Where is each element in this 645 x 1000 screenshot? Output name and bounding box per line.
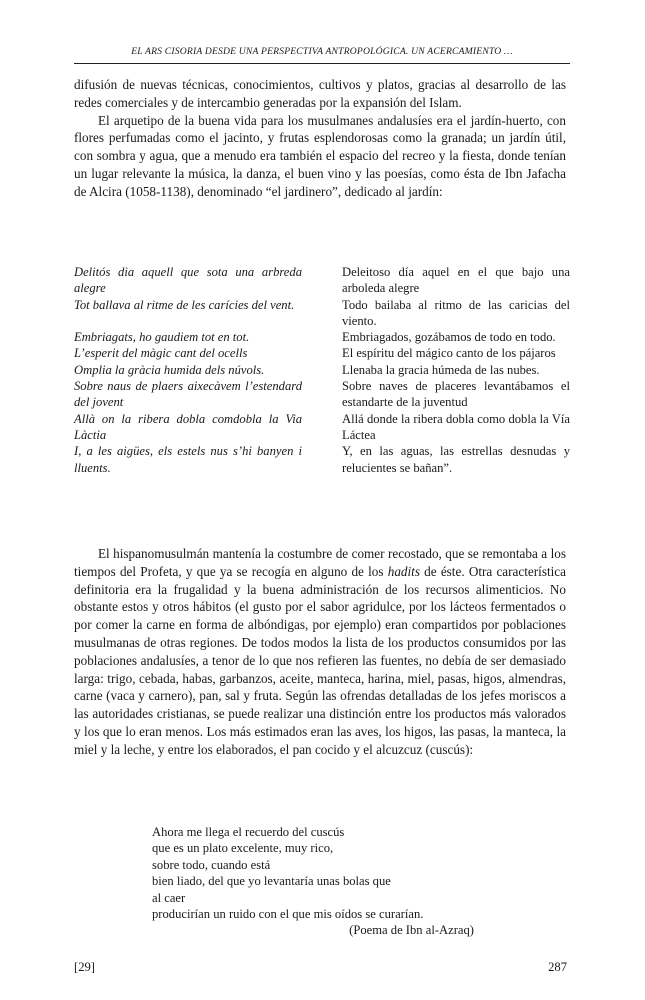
poem-spanish-line: Sobre naves de placeres levantábamos el estandarte de la juventud bbox=[342, 379, 570, 410]
poem-spanish-line: Llenaba la gracia húmeda de las nubes. bbox=[342, 362, 540, 377]
poem-row bbox=[74, 329, 570, 345]
poem-spanish-line: Y, en las aguas, las estrellas desnudas y relucientes se bañan”. bbox=[342, 444, 570, 475]
poem-catalan-line: Allà on la ribera dobla comdobla la Via Làctia bbox=[74, 411, 302, 442]
poem-spanish-line: Embriagados, gozábamos de todo en todo. bbox=[342, 330, 556, 345]
hadits-term: hadits bbox=[387, 563, 420, 579]
poem-row bbox=[74, 362, 570, 378]
page-number: 287 bbox=[548, 960, 567, 974]
verse-line: al caer bbox=[152, 890, 186, 905]
poem-row bbox=[74, 345, 570, 361]
verse-line: Ahora me llega el recuerdo del cuscús bbox=[152, 825, 345, 839]
poem-row bbox=[74, 264, 570, 297]
verse-line: bien liado, del que yo levantaría unas bolas que bbox=[152, 874, 391, 889]
poem-row bbox=[74, 297, 570, 330]
cuscus-poem bbox=[152, 824, 482, 939]
verse-line: producirían un ruido con el que mis oídos se curarían. bbox=[152, 907, 424, 922]
paragraph-customs-part2: de éste. Otra característica definitoria era la frugalidad y la buena administración de los recursos alimenticios. No obstante estos y otros hábitos (el gusto por el sabor agridulce, por los lácteos fermentados o por comer la carne en forma de albóndigas, por ejemplo) eran compartidos por poblaciones musulmanas de otras regiones. De todos modos la lista de los productos consumidos por las poblaciones andalusíes, a tenor de lo que nos refieren las fuentes, no debía de ser demasiado larga: trigo, cebada, habas, garbanzos, aceite, manteca, harina, miel, pasas, higos, almendras, carne (vaca y carnero), pan, sal y fruta. Según las ofrendas detalladas de los jefes moriscos a las autoridades cristianas, se puede realizar una distinción entre los productos más valorados y los que lo eran menos. Los más estimados eran las aves, los higos, las pasas, la manteca, la miel y la leche, y entre los elaborados, el pan cocido y el alcuzcuz (cuscús): bbox=[74, 563, 566, 757]
section-number: [29] bbox=[74, 960, 95, 974]
verse-attribution: (Poema de Ibn al-Azraq) bbox=[349, 923, 474, 938]
paragraph-continuation: difusión de nuevas técnicas, conocimientos, cultivos y platos, gracias al desarrollo de las redes comerciales y de intercambio generadas por la expansión del Islam. bbox=[74, 77, 566, 110]
poem-catalan-line: Omplia la gràcia humida dels núvols. bbox=[74, 362, 265, 377]
paragraph-garden: El arquetipo de la buena vida para los musulmanes andalusíes era el jardín-huerto, con flores perfumadas como el jacinto, y frutas esplendorosas como la granada; un jardín útil, con sombra y agua, que a menudo era también el espacio del recreo y la fiesta, donde tenían un lugar relevante la música, la danza, el buen vino y las poesías, como ésta de Ibn Jafacha de Alcira (1058-1138), denominado “el jardinero”, dedicado al jardín: bbox=[74, 112, 566, 199]
poem-catalan-line: Delitós dia aquell que sota una arbreda alegre bbox=[74, 265, 302, 296]
poem-row bbox=[74, 411, 570, 444]
poem-row bbox=[74, 378, 570, 411]
poem-catalan-line: L’esperit del màgic cant del ocells bbox=[74, 346, 248, 361]
poem-spanish-line: Deleitoso día aquel en el que bajo una arboleda alegre bbox=[342, 265, 570, 296]
verse-line: que es un plato excelente, muy rico, bbox=[152, 841, 334, 856]
body-text-bottom bbox=[74, 545, 566, 759]
header-rule bbox=[74, 63, 570, 64]
poem-row bbox=[74, 443, 570, 476]
body-text-top bbox=[74, 76, 566, 201]
bilingual-poem bbox=[74, 264, 570, 476]
poem-catalan-line: Sobre naus de plaers aixecàvem l’estendard del jovent bbox=[74, 379, 302, 410]
running-head: EL ARS CISORIA DESDE UNA PERSPECTIVA ANTROPOLÓGICA. UN ACERCAMIENTO … bbox=[131, 46, 513, 57]
poem-catalan-line: Tot ballava al ritme de les carícies del vent. bbox=[74, 297, 295, 312]
poem-catalan-line: Embriagats, ho gaudiem tot en tot. bbox=[74, 330, 250, 345]
paragraph-customs bbox=[74, 545, 566, 759]
poem-spanish-line: Todo bailaba al ritmo de las caricias del viento. bbox=[342, 297, 570, 328]
poem-spanish-line: Allá donde la ribera dobla como dobla la Vía Láctea bbox=[342, 411, 570, 442]
poem-catalan-line: I, a les aigües, els estels nus s’hi banyen i lluents. bbox=[74, 444, 302, 475]
verse-line: sobre todo, cuando está bbox=[152, 857, 271, 872]
paragraph-customs-part1: El hispanomusulmán mantenía la costumbre de comer recostado, que se remontaba a los tiempos del Profeta, y que ya se recogía en alguno de los bbox=[74, 546, 566, 579]
poem-spanish-line: El espíritu del mágico canto de los pájaros bbox=[342, 346, 556, 361]
